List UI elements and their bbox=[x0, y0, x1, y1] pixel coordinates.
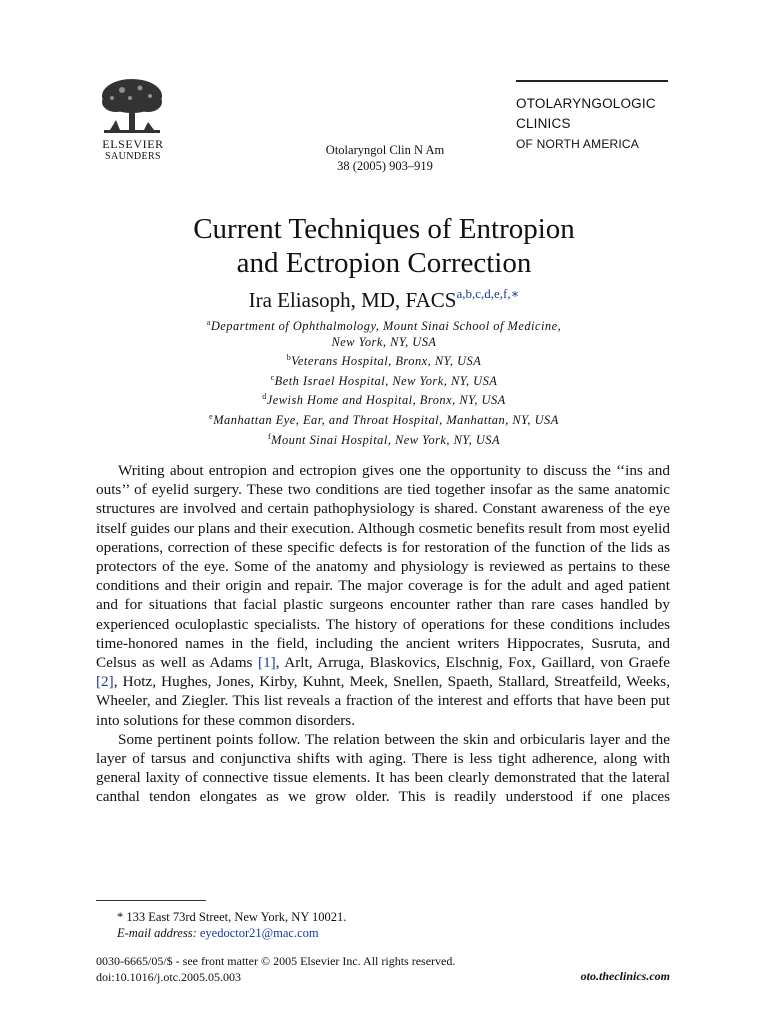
journal-name-line-2: CLINICS bbox=[516, 116, 571, 131]
paragraph-2: Some pertinent points follow. The relation between the skin and orbicularis layer and the layer of tarsus and conjunctiva shifts with aging. There is less tight adherence, along with general laxity of connective tissue elements. It has been clearly demonstrated that the lateral canthal tendon elongates as we grow older. This is readily understood if one places bbox=[96, 730, 670, 806]
affiliation-a-cont: New York, NY, USA bbox=[331, 334, 437, 349]
journal-brand bbox=[516, 80, 672, 154]
citation-line-2: 38 (2005) 903–919 bbox=[337, 159, 433, 173]
affiliations bbox=[0, 315, 768, 448]
affiliation-d: $^d$Jewish Home and Hospital, Bronx, NY, USA bbox=[262, 392, 506, 408]
journal-name-line-1: OTOLARYNGOLOGIC bbox=[516, 96, 656, 111]
elsevier-logo bbox=[94, 76, 170, 166]
footnote-email-line bbox=[117, 925, 346, 941]
reference-link-1[interactable]: [1] bbox=[258, 654, 276, 672]
title-line-2: and Ectropion Correction bbox=[236, 247, 532, 279]
copyright-block bbox=[96, 953, 455, 985]
corresponding-author-footnote bbox=[117, 909, 346, 941]
affiliation-c: $^c$Beth Israel Hospital, New York, NY, USA bbox=[270, 372, 498, 388]
publisher-imprint: SAUNDERS bbox=[105, 151, 161, 162]
journal-citation bbox=[300, 142, 470, 174]
article-body bbox=[96, 461, 670, 807]
email-link[interactable]: eyedoctor21@mac.com bbox=[199, 926, 319, 940]
affiliation-e: $^e$Manhattan Eye, Ear, and Throat Hospital, Manhattan, NY, USA bbox=[209, 411, 559, 427]
author-affiliation-marks[interactable]: a,b,c,d,e,f,∗ bbox=[456, 286, 520, 301]
article-title bbox=[0, 212, 768, 280]
affiliation-f: $^f$Mount Sinai Hospital, New York, NY, USA bbox=[267, 431, 501, 447]
title-line-1: Current Techniques of Entropion bbox=[193, 213, 575, 245]
tree-icon bbox=[96, 76, 168, 138]
journal-website[interactable]: oto.theclinics.com bbox=[580, 969, 670, 983]
journal-brand-rule bbox=[516, 80, 668, 82]
reference-link-2[interactable]: [2] bbox=[96, 673, 114, 691]
doi-line[interactable]: doi:10.1016/j.otc.2005.05.003 bbox=[96, 970, 241, 984]
footnote-rule bbox=[96, 900, 206, 901]
author-name: Ira Eliasoph, MD, FACS bbox=[248, 288, 457, 312]
author-line bbox=[0, 286, 768, 313]
affiliation-a: $^a$Department of Ophthalmology, Mount Sinai School of Medicine, bbox=[206, 318, 562, 333]
citation-line-1: Otolaryngol Clin N Am bbox=[325, 143, 445, 157]
paragraph-1: Writing about entropion and ectropion gives one the opportunity to discuss the ‘‘ins and outs’’ of eyelid surgery. These two conditions are tied together insofar as the same anatomic structures are involved and certain pathophysiology is shared. Constant awareness of the eye itself guides our plans and their execution. Although cosmetic benefits result from most eyelid operations, correction of these specific defects is for restoration of the function of the lids as protectors of the eye. Some of the anatomy and physiology is reviewed as pertains to these conditions and their origin and repair. The major coverage is for the adult and aged patient and for situations that facial plastic surgeons encounter rather than rare cases handled by experienced oculoplastic specialists. The history of operations for these conditions includes time-honored names in the field, including the ancient writers Hippocrates, Susruta, and Celsus as well as Adams [1], Arlt, Arruga, Blaskovics, Elschnig, Fox, Gaillard, von Graefe [2], Hotz, Hughes, Jones, Kirby, Kuhnt, Meek, Snellen, Spaeth, Stallard, Streatfeild, Weeks, Wheeler, and Ziegler. This list reveals a fraction of the interest and efforts that have been put into solutions for these common disorders. bbox=[96, 462, 670, 729]
affiliation-b: $^b$Veterans Hospital, Bronx, NY, USA bbox=[286, 353, 482, 369]
copyright-line: 0030-6665/05/$ - see front matter © 2005 Elsevier Inc. All rights reserved. bbox=[96, 954, 456, 968]
publisher-name: ELSEVIER bbox=[102, 137, 164, 151]
footnote-address: * 133 East 73rd Street, New York, NY 10021. bbox=[117, 910, 347, 924]
journal-name-line-3: OF NORTH AMERICA bbox=[516, 137, 639, 151]
email-label: E-mail address: bbox=[117, 926, 197, 940]
